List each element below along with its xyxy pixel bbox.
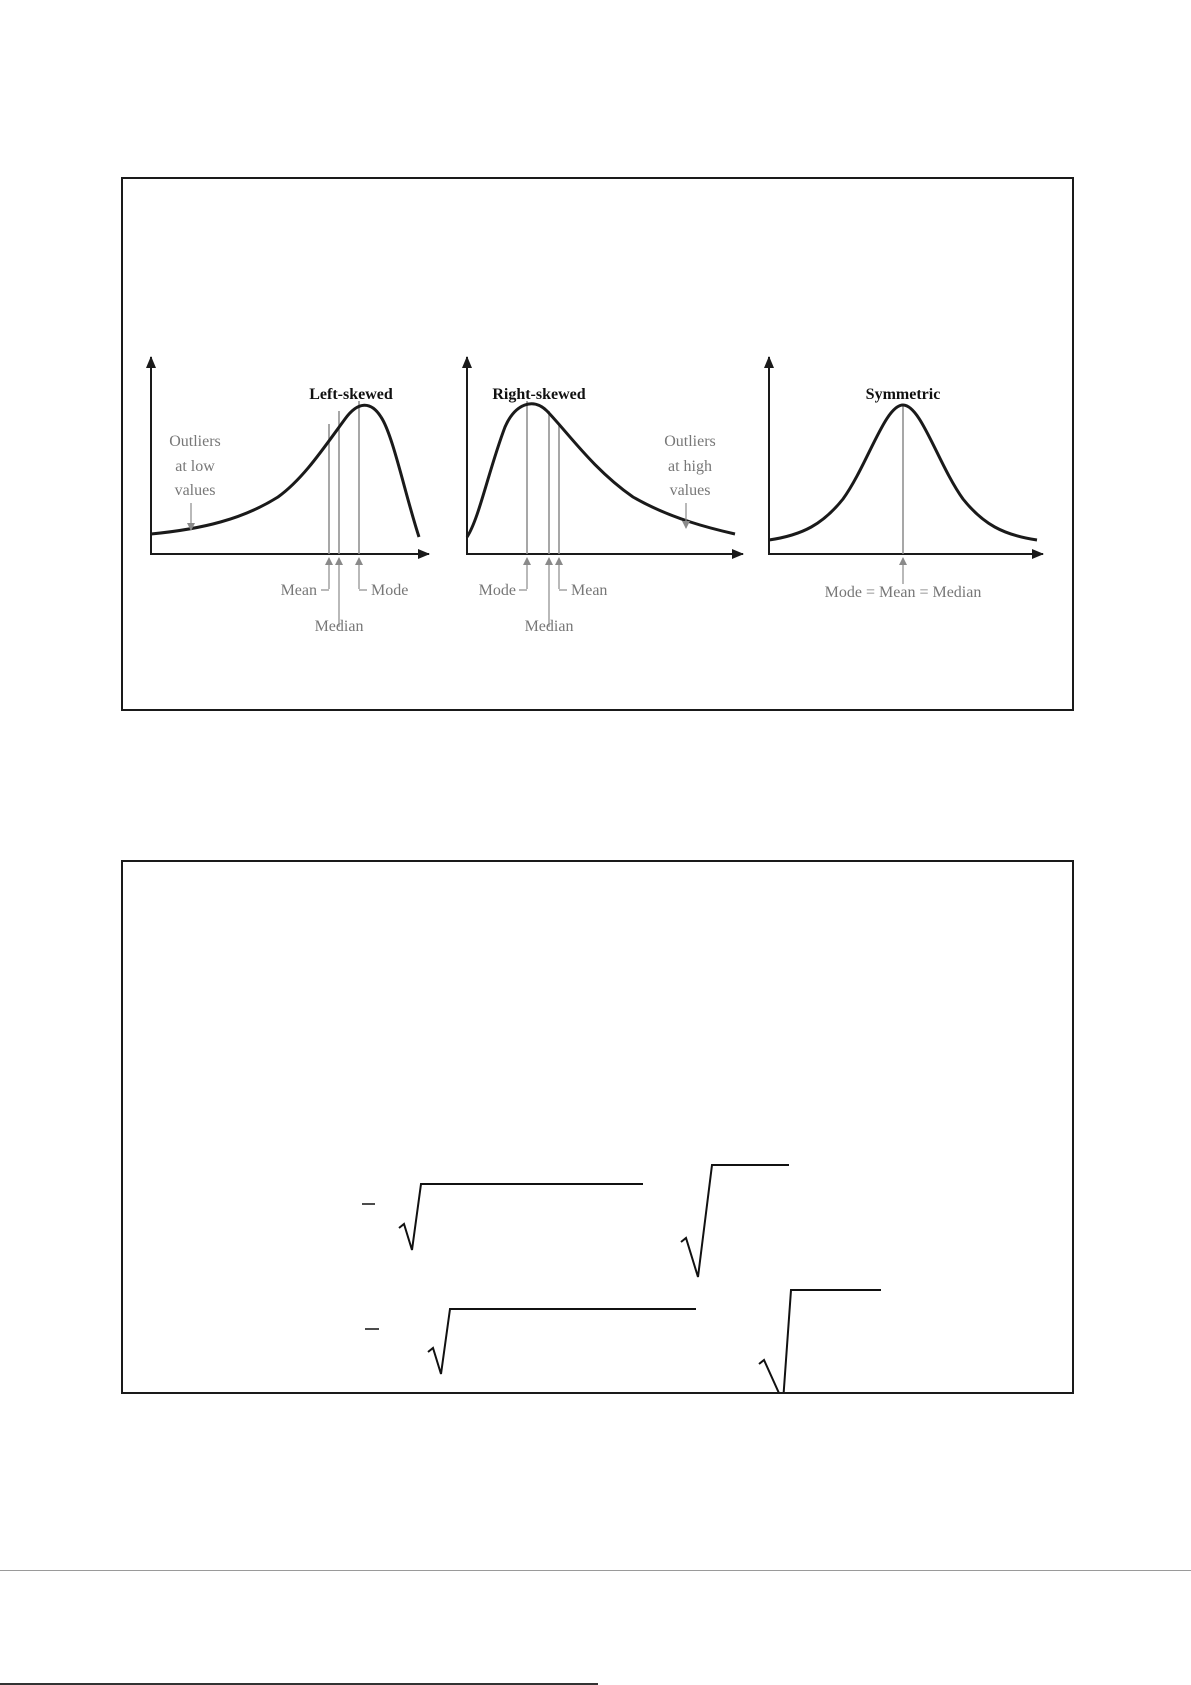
- formula-row-2: [365, 1290, 881, 1392]
- footer-divider: [0, 1570, 1191, 1571]
- outlier-note-line-1: Outliers: [169, 433, 221, 450]
- outlier-note-line-3: values: [669, 482, 711, 499]
- mean-label: Mean: [571, 582, 608, 599]
- median-label: Median: [314, 618, 364, 635]
- outlier-note-line-3: values: [174, 482, 216, 499]
- panel-title-left-skewed: Left-skewed: [309, 386, 393, 403]
- mode-mean-median-label: Mode = Mean = Median: [824, 584, 982, 601]
- panel-title-right-skewed: Right-skewed: [492, 386, 586, 403]
- skewness-figure-frame: [121, 177, 1074, 711]
- outlier-note-line-2: at low: [175, 458, 215, 475]
- panel-title-symmetric: Symmetric: [865, 386, 941, 403]
- mode-label: Mode: [478, 582, 516, 599]
- radical-sign: [399, 1184, 643, 1250]
- radical-sign: [681, 1165, 789, 1277]
- mode-label: Mode: [371, 582, 409, 599]
- outlier-note-line-2: at high: [668, 458, 712, 475]
- outlier-note-line-1: Outliers: [664, 433, 716, 450]
- panel-left-skewed: [150, 357, 429, 635]
- panel-right-skewed: [466, 357, 743, 635]
- formula-row-1: [362, 1165, 789, 1277]
- formula-box: [121, 860, 1074, 1394]
- formula-glyphs: [123, 862, 1072, 1392]
- skewness-figure: [123, 179, 1072, 709]
- radical-sign: [759, 1290, 881, 1392]
- mean-label: Mean: [280, 582, 317, 599]
- median-label: Median: [524, 618, 574, 635]
- radical-sign: [428, 1309, 696, 1374]
- panel-symmetric: [768, 357, 1043, 601]
